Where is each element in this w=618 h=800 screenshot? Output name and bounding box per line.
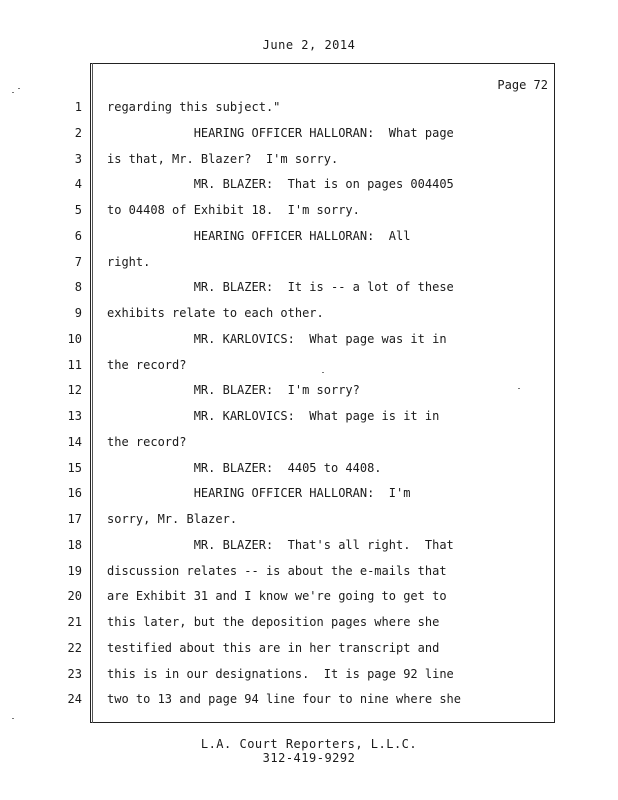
- transcript-line: MR. BLAZER: That's all right. That: [107, 537, 454, 552]
- line-number: 5: [74, 203, 82, 217]
- transcript-line: MR. BLAZER: I'm sorry?: [107, 383, 360, 398]
- line-number: 17: [67, 512, 82, 526]
- transcript-line: regarding this subject.": [107, 100, 281, 114]
- line-number: 19: [67, 563, 82, 578]
- line-number: 20: [67, 589, 82, 604]
- footer-phone: 312-419-9292: [262, 751, 356, 765]
- transcript-line: HEARING OFFICER HALLORAN: What page: [107, 125, 454, 140]
- transcript-line: are Exhibit 31 and I know we're going to get to: [107, 589, 447, 604]
- transcript-line: the record?: [107, 434, 187, 449]
- line-number: 8: [74, 280, 82, 295]
- line-number: 22: [67, 640, 82, 655]
- transcript-line: HEARING OFFICER HALLORAN: All: [107, 228, 411, 243]
- transcript-line: right.: [107, 254, 151, 269]
- transcript-line: HEARING OFFICER HALLORAN: I'm: [107, 486, 411, 501]
- line-number: 3: [74, 151, 82, 166]
- transcript-line: is that, Mr. Blazer? I'm sorry.: [107, 151, 339, 166]
- transcript-line: this later, but the deposition pages where she: [107, 615, 440, 629]
- transcript-line: sorry, Mr. Blazer.: [107, 512, 238, 526]
- scan-speck: [12, 92, 14, 93]
- transcript-line: MR. BLAZER: It is -- a lot of these: [107, 280, 454, 295]
- scan-speck: [12, 718, 14, 719]
- transcript-line: MR. KARLOVICS: What page is it in: [107, 409, 440, 423]
- line-number: 7: [74, 254, 82, 269]
- line-number: 1: [74, 100, 82, 114]
- line-number: 15: [67, 460, 82, 475]
- scan-speck: [322, 372, 324, 373]
- line-number: 6: [74, 228, 82, 243]
- line-number: 14: [67, 434, 82, 449]
- transcript-line: this is in our designations. It is page 92 line: [107, 666, 454, 681]
- line-number: 16: [67, 486, 82, 501]
- transcript-line: the record?: [107, 357, 187, 372]
- line-number: 23: [67, 666, 82, 681]
- page-number: Page 72: [497, 78, 548, 92]
- line-number: 12: [67, 383, 82, 398]
- line-number: 21: [67, 615, 82, 629]
- line-number: 13: [67, 409, 82, 423]
- line-number: 24: [67, 692, 82, 707]
- margin-rule: [92, 63, 93, 723]
- transcript-line: discussion relates -- is about the e-mails that: [107, 563, 447, 578]
- header-date: June 2, 2014: [262, 38, 356, 52]
- line-number: 11: [67, 357, 82, 372]
- line-number: 2: [74, 125, 82, 140]
- line-number: 18: [67, 537, 82, 552]
- transcript-line: exhibits relate to each other.: [107, 306, 324, 320]
- transcript-line: MR. BLAZER: 4405 to 4408.: [107, 460, 382, 475]
- transcript-line: to 04408 of Exhibit 18. I'm sorry.: [107, 203, 360, 217]
- transcript-line: MR. KARLOVICS: What page was it in: [107, 331, 447, 346]
- transcript-line: MR. BLAZER: That is on pages 004405: [107, 177, 454, 192]
- transcript-line: two to 13 and page 94 line four to nine where she: [107, 692, 462, 707]
- line-number: 4: [74, 177, 82, 192]
- scan-speck: [518, 388, 520, 389]
- line-number: 10: [67, 331, 82, 346]
- transcript-line: testified about this are in her transcript and: [107, 640, 440, 655]
- footer-company: L.A. Court Reporters, L.L.C.: [200, 737, 418, 751]
- scan-speck: [18, 88, 20, 89]
- line-number: 9: [74, 306, 82, 320]
